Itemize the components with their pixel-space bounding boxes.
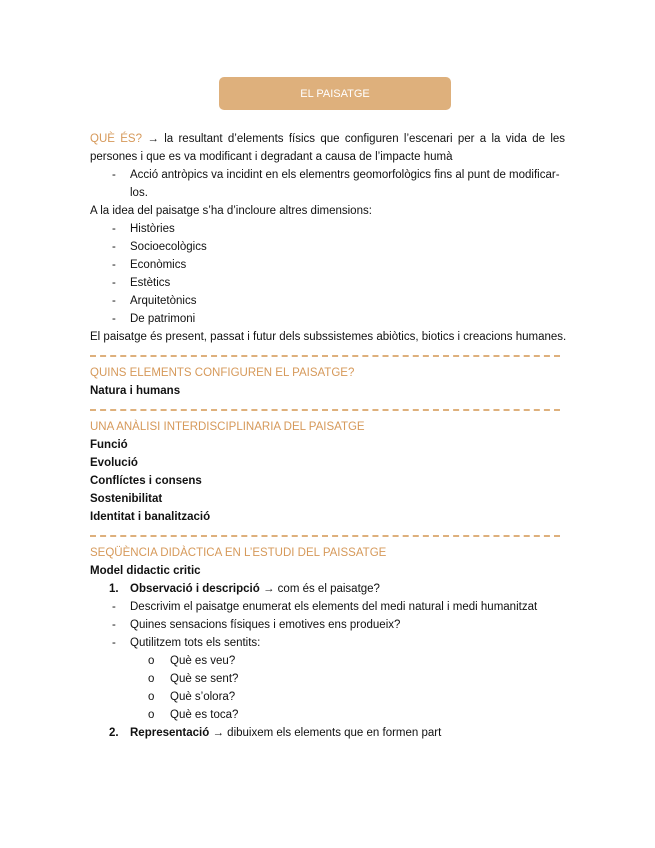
dimension-item: Històries	[130, 223, 175, 235]
step2-line	[130, 724, 441, 742]
step-number: 2.	[109, 727, 119, 739]
elements-heading: QUINS ELEMENTS CONFIGUREN EL PAISATGE?	[90, 367, 355, 379]
arrow-icon: →	[212, 727, 224, 739]
dash-bullet: -	[112, 601, 116, 613]
step1-label: Observació i descripció	[130, 583, 260, 595]
step1-bullet: Descrivim el paisatge enumerat els elements del medi natural i medi humanitzat	[130, 601, 538, 613]
dimension-item: Socioecològics	[130, 241, 207, 253]
dimensions-lead: A la idea del paisatge s’ha d’incloure altres dimensions:	[90, 205, 372, 217]
sequence-heading: SEQÜÈNCIA DIDÀCTICA EN L’ESTUDI DEL PAISSATGE	[90, 547, 387, 559]
analysis-item: Conflíctes i consens	[90, 475, 202, 487]
analysis-item: Identitat i banalització	[90, 511, 211, 523]
dash-bullet: -	[112, 637, 116, 649]
dash-bullet: -	[112, 313, 116, 325]
arrow-icon: →	[147, 133, 159, 145]
dimension-item: Arquitetònics	[130, 295, 197, 307]
sense-item: Què se sent?	[170, 673, 239, 685]
circle-bullet-icon: o	[148, 709, 155, 721]
dash-bullet: -	[112, 277, 116, 289]
dash-bullet: -	[112, 619, 116, 631]
step-number: 1.	[109, 583, 119, 595]
dash-bullet: -	[112, 169, 116, 181]
elements-answer: Natura i humans	[90, 385, 181, 397]
dash-bullet: -	[112, 295, 116, 307]
circle-bullet-icon: o	[148, 655, 155, 667]
analysis-item: Funció	[90, 439, 128, 451]
section-divider	[90, 409, 560, 411]
analysis-item: Sostenibilitat	[90, 493, 163, 505]
intro-bullet-line2: los.	[130, 187, 148, 199]
step2-label: Representació	[130, 727, 210, 739]
arrow-icon: →	[262, 583, 275, 595]
sense-item: Què s’olora?	[170, 691, 236, 703]
step1-line	[130, 580, 380, 598]
dash-bullet: -	[112, 259, 116, 271]
step2-rest: dibuixem els elements que en formen part	[227, 727, 442, 739]
dash-bullet: -	[112, 223, 116, 235]
dimension-item: De patrimoni	[130, 313, 196, 325]
section-divider	[90, 535, 560, 537]
dimensions-closing: El paisatge és present, passat i futur dels subssistemes abiòtics, biotics i creacions humanes.	[90, 331, 567, 343]
page-title: EL PAISATGE	[219, 77, 451, 110]
dash-bullet: -	[112, 241, 116, 253]
section-divider	[90, 355, 560, 357]
analysis-heading: UNA ANÀLISI INTERDISCIPLINARIA DEL PAISATGE	[90, 421, 365, 433]
dimension-item: Estètics	[130, 277, 171, 289]
sequence-model: Model didactic critic	[90, 565, 201, 577]
step1-bullet: Qutilitzem tots els sentits:	[130, 637, 261, 649]
intro-paragraph	[90, 130, 565, 166]
intro-label: QUÈ ÉS?	[90, 133, 142, 145]
intro-bullet-line1: Acció antròpics va incidint en els elementrs geomorfològics fins al punt de modificar-	[130, 169, 560, 181]
dimension-item: Econòmics	[130, 259, 187, 271]
circle-bullet-icon: o	[148, 691, 155, 703]
step1-rest: com és el paisatge?	[277, 583, 380, 595]
step1-bullet: Quines sensacions físiques i emotives ens produeix?	[130, 619, 401, 631]
intro-text: la resultant d’elements físics que configuren l’escenari per a la vida de les persones i que es va modificant i degradant a causa de l’impacte humà	[90, 133, 566, 163]
circle-bullet-icon: o	[148, 673, 155, 685]
analysis-item: Evolució	[90, 457, 138, 469]
sense-item: Què es veu?	[170, 655, 236, 667]
sense-item: Què es toca?	[170, 709, 239, 721]
